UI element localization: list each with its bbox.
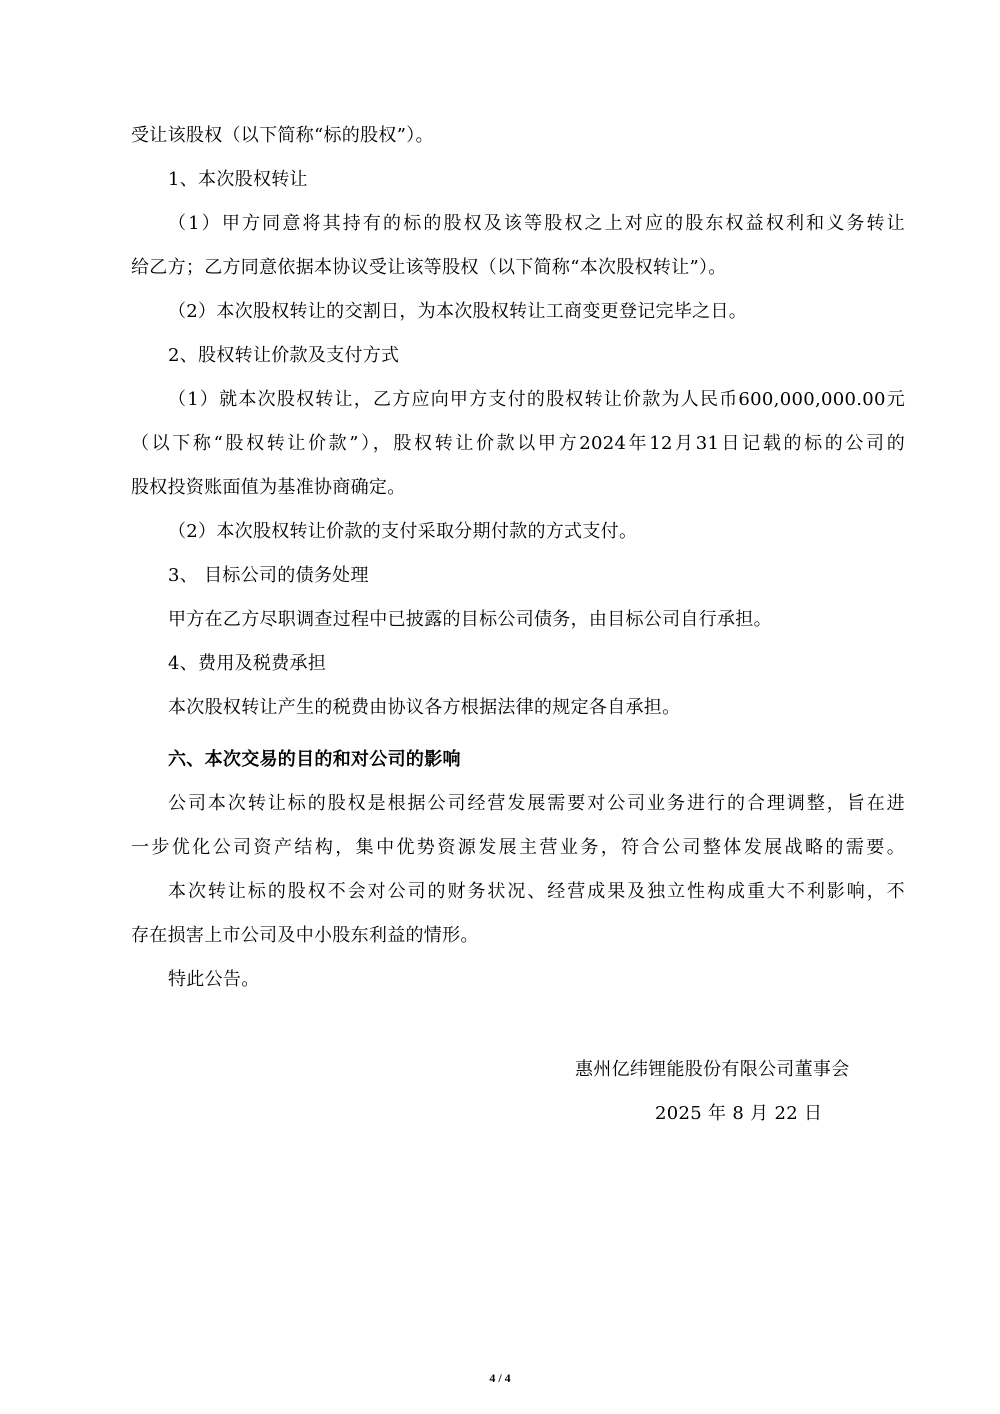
paragraph-line: 给乙方；乙方同意依据本协议受让该等股权（以下简称“本次股权转让”）。	[131, 257, 727, 278]
paragraph-line: （1）就本次股权转让，乙方应向甲方支付的股权转让价款为人民币600,000,000.00元	[168, 389, 905, 410]
section-heading: 4、费用及税费承担	[168, 653, 327, 674]
paragraph-line: 公司本次转让标的股权是根据公司经营发展需要对公司业务进行的合理调整，旨在进	[168, 793, 905, 814]
paragraph-line: 本次转让标的股权不会对公司的财务状况、经营成果及独立性构成重大不利影响，不	[168, 881, 905, 902]
paragraph-line: 股权投资账面值为基准协商确定。	[131, 477, 406, 498]
paragraph-line: 本次股权转让产生的税费由协议各方根据法律的规定各自承担。	[168, 697, 681, 718]
page-number: 4 / 4	[489, 1371, 511, 1385]
section-heading: 2、股权转让价款及支付方式	[168, 345, 400, 366]
closing-line: 特此公告。	[168, 969, 260, 990]
paragraph-line: （2）本次股权转让的交割日，为本次股权转让工商变更登记完毕之日。	[168, 301, 748, 322]
section-heading: 1、本次股权转让	[168, 169, 308, 190]
section-heading: 3、 目标公司的债务处理	[168, 565, 369, 586]
paragraph-line: （以下称“股权转让价款”），股权转让价款以甲方2024年12月31日记载的标的公司的	[131, 433, 905, 454]
chapter-heading: 六、本次交易的目的和对公司的影响	[168, 749, 461, 770]
paragraph-line: （2）本次股权转让价款的支付采取分期付款的方式支付。	[168, 521, 638, 542]
signature-company: 惠州亿纬锂能股份有限公司董事会	[575, 1059, 850, 1080]
paragraph-line: 受让该股权（以下简称“标的股权”）。	[131, 125, 434, 146]
paragraph-line: 存在损害上市公司及中小股东利益的情形。	[131, 925, 479, 946]
signature-date: 2025 年 8 月 22 日	[655, 1103, 823, 1124]
paragraph-line: 甲方在乙方尽职调查过程中已披露的目标公司债务，由目标公司自行承担。	[168, 609, 772, 630]
paragraph-line: 一步优化公司资产结构，集中优势资源发展主营业务，符合公司整体发展战略的需要。	[131, 837, 905, 858]
paragraph-line: （1）甲方同意将其持有的标的股权及该等股权之上对应的股东权益权利和义务转让	[168, 213, 905, 234]
